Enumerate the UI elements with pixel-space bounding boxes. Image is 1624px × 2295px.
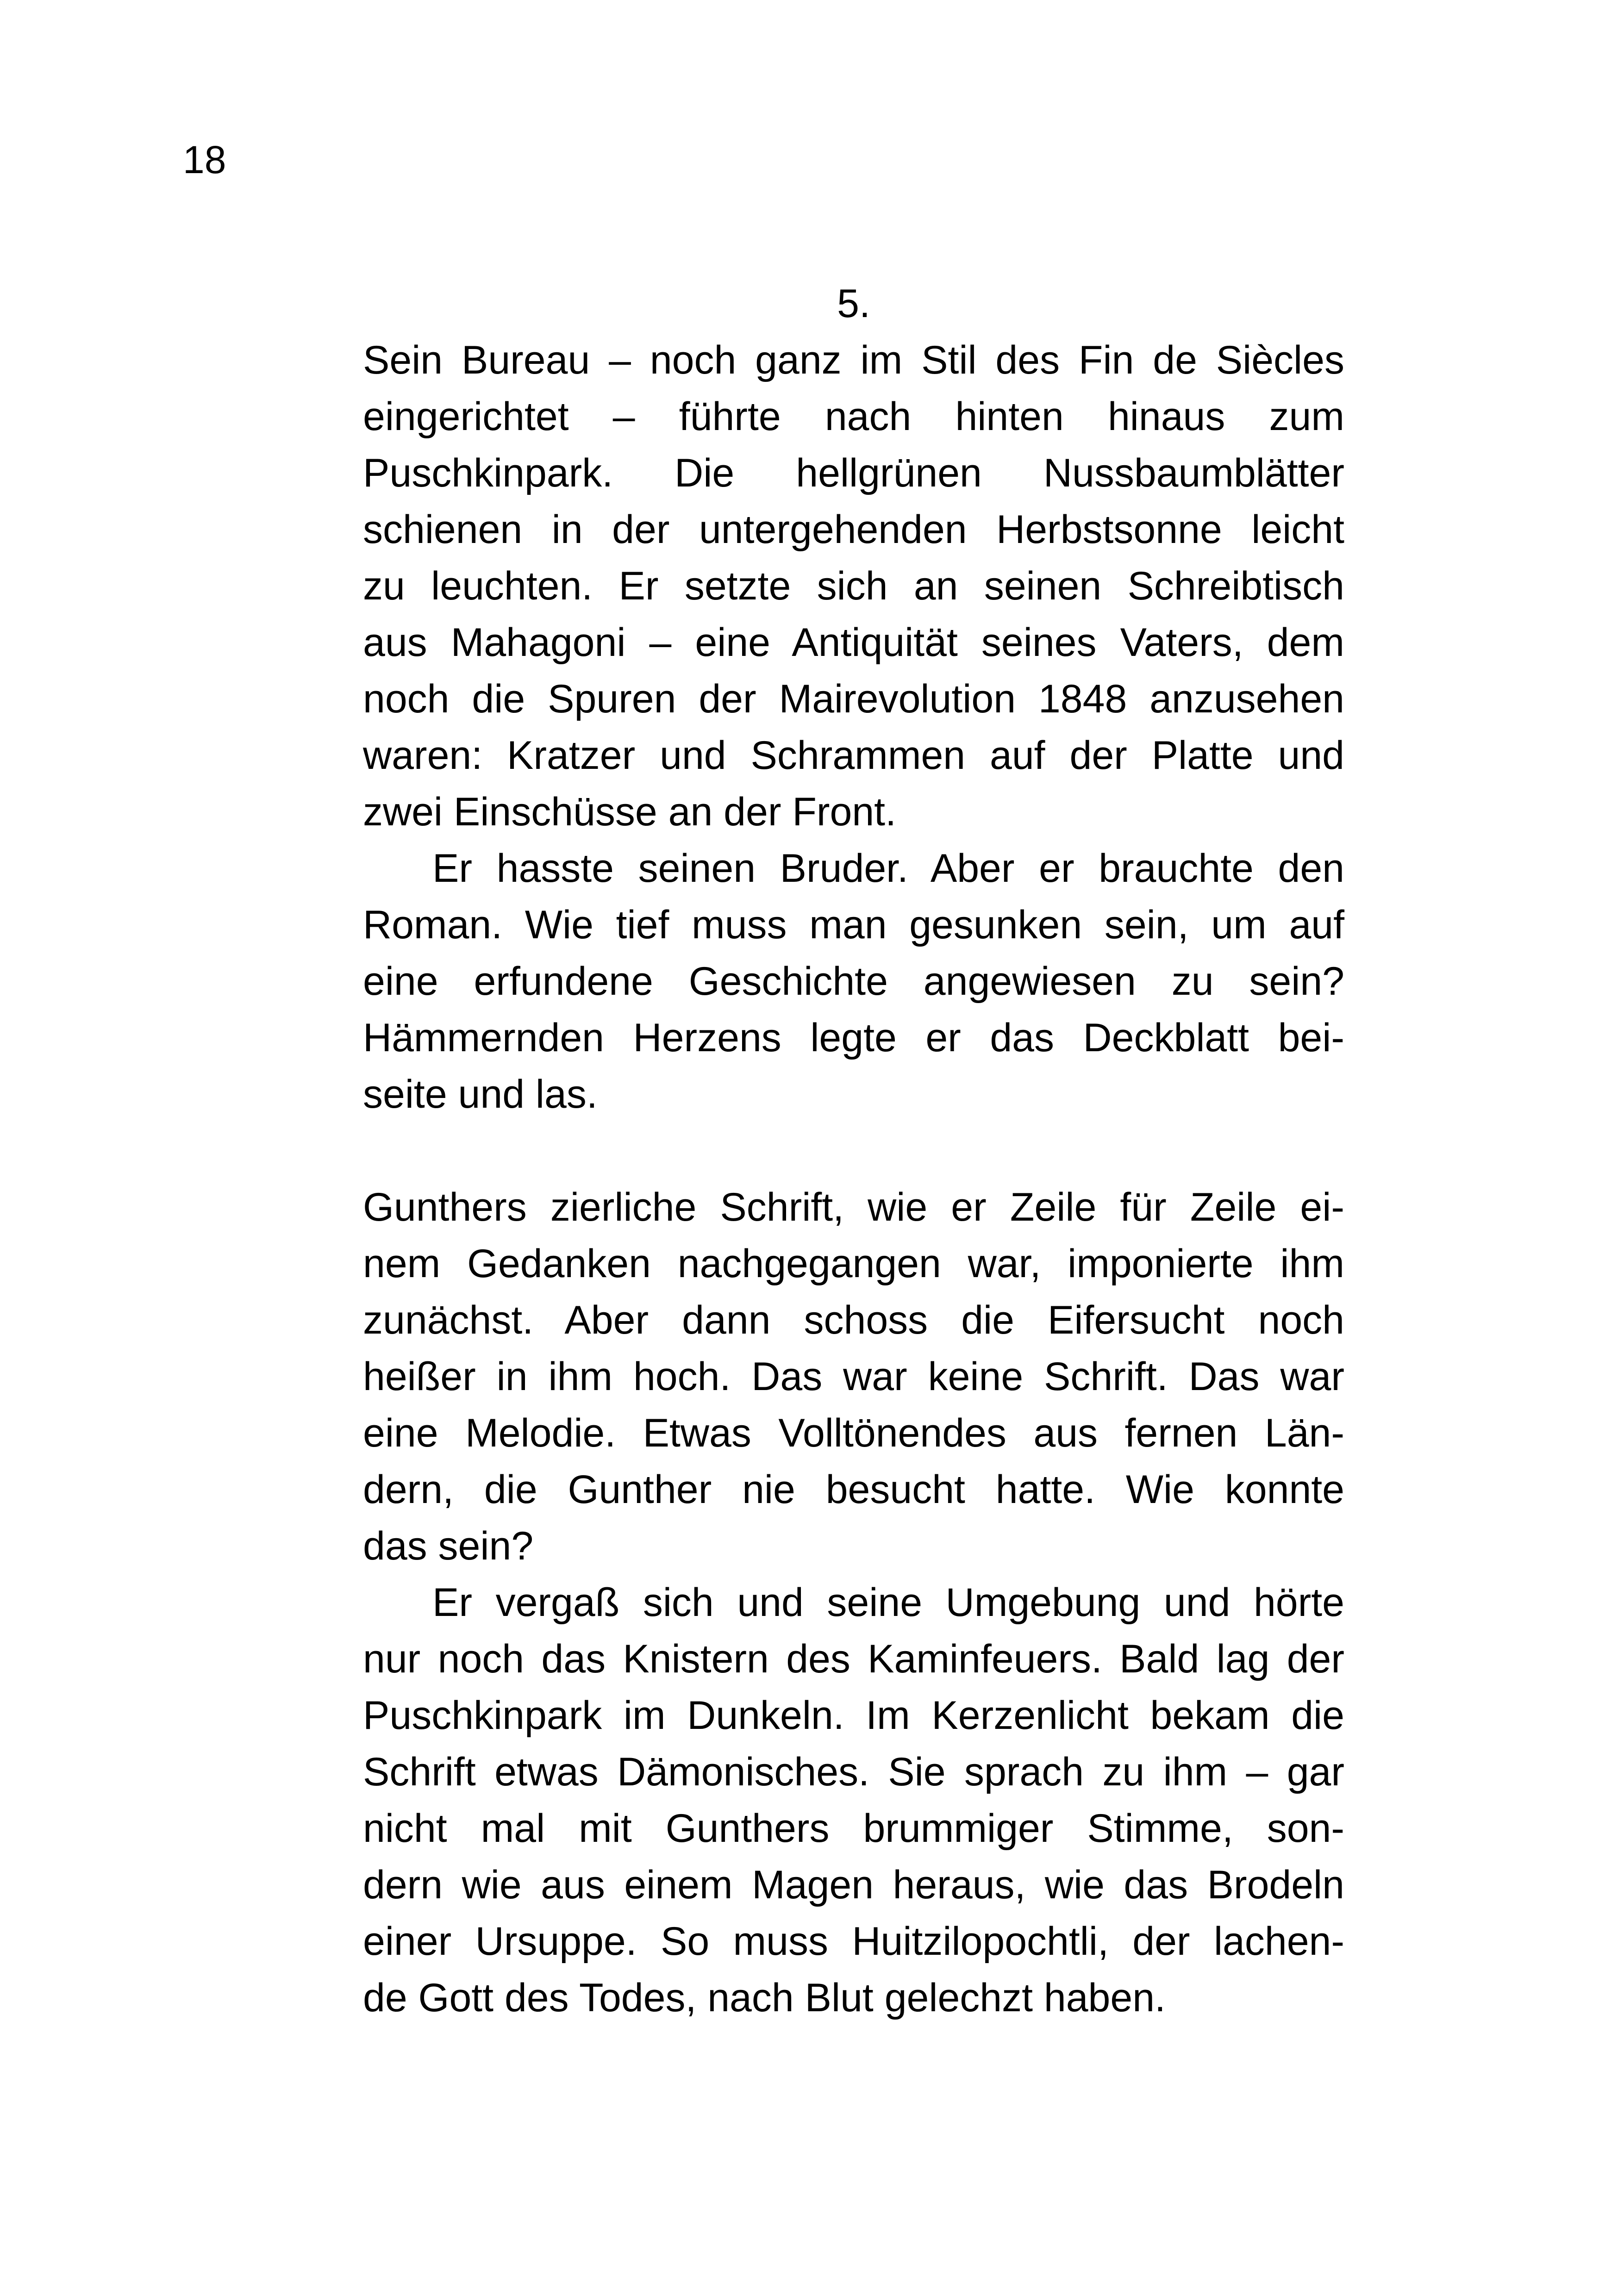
text-line: waren: Kratzer und Schrammen auf der Platte und: [363, 733, 1344, 778]
text-line: Gunthers zierliche Schrift, wie er Zeile für Zeile ei-: [363, 1185, 1344, 1229]
text-line: Roman. Wie tief muss man gesunken sein, um auf: [363, 903, 1344, 947]
text-line: de Gott des Todes, nach Blut gelechzt haben.: [363, 1976, 1166, 2020]
text-line: zu leuchten. Er setzte sich an seinen Schreibtisch: [363, 564, 1344, 608]
text-line: nur noch das Knistern des Kaminfeuers. Bald lag der: [363, 1637, 1344, 1681]
text-line: nem Gedanken nachgegangen war, imponierte ihm: [363, 1241, 1344, 1286]
text-line: heißer in ihm hoch. Das war keine Schrift. Das war: [363, 1354, 1344, 1399]
text-line: Er hasste seinen Bruder. Aber er brauchte den: [432, 846, 1344, 891]
text-line: zwei Einschüsse an der Front.: [363, 790, 896, 834]
text-line: das sein?: [363, 1524, 534, 1568]
chapter-number: 5.: [837, 281, 870, 326]
text-line: eine Melodie. Etwas Volltönendes aus fernen Län-: [363, 1411, 1344, 1455]
text-block: [363, 275, 1344, 2026]
text-line: seite und las.: [363, 1072, 598, 1116]
text-line: dern, die Gunther nie besucht hatte. Wie konnte: [363, 1467, 1344, 1512]
page-number: 18: [183, 138, 226, 181]
text-line: schienen in der untergehenden Herbstsonne leicht: [363, 507, 1344, 552]
text-line: zunächst. Aber dann schoss die Eifersucht noch: [363, 1298, 1344, 1342]
text-line: Schrift etwas Dämonisches. Sie sprach zu ihm – gar: [363, 1750, 1344, 1794]
text-line: noch die Spuren der Mairevolution 1848 anzusehen: [363, 677, 1344, 721]
text-line: nicht mal mit Gunthers brummiger Stimme, son-: [363, 1806, 1344, 1851]
paragraph: [363, 1574, 1344, 2026]
paragraph: [363, 332, 1344, 840]
text-line: Puschkinpark. Die hellgrünen Nussbaumblätter: [363, 451, 1344, 495]
text-line: dern wie aus einem Magen heraus, wie das Brodeln: [363, 1863, 1344, 1907]
text-line: Puschkinpark im Dunkeln. Im Kerzenlicht bekam die: [363, 1693, 1344, 1738]
text-line: eine erfundene Geschichte angewiesen zu sein?: [363, 959, 1344, 1004]
text-line: eingerichtet – führte nach hinten hinaus zum: [363, 394, 1344, 439]
text-line: aus Mahagoni – eine Antiquität seines Vaters, dem: [363, 620, 1344, 665]
section-gap: [363, 1123, 1344, 1179]
text-line: Hämmernden Herzens legte er das Deckblatt bei-: [363, 1016, 1344, 1060]
paragraph: [363, 840, 1344, 1123]
paragraph: [363, 1179, 1344, 1574]
text-line: Sein Bureau – noch ganz im Stil des Fin de Siècles: [363, 338, 1344, 382]
text-line: Er vergaß sich und seine Umgebung und hörte: [432, 1580, 1344, 1625]
text-line: einer Ursuppe. So muss Huitzilopochtli, der lachen-: [363, 1919, 1344, 1964]
